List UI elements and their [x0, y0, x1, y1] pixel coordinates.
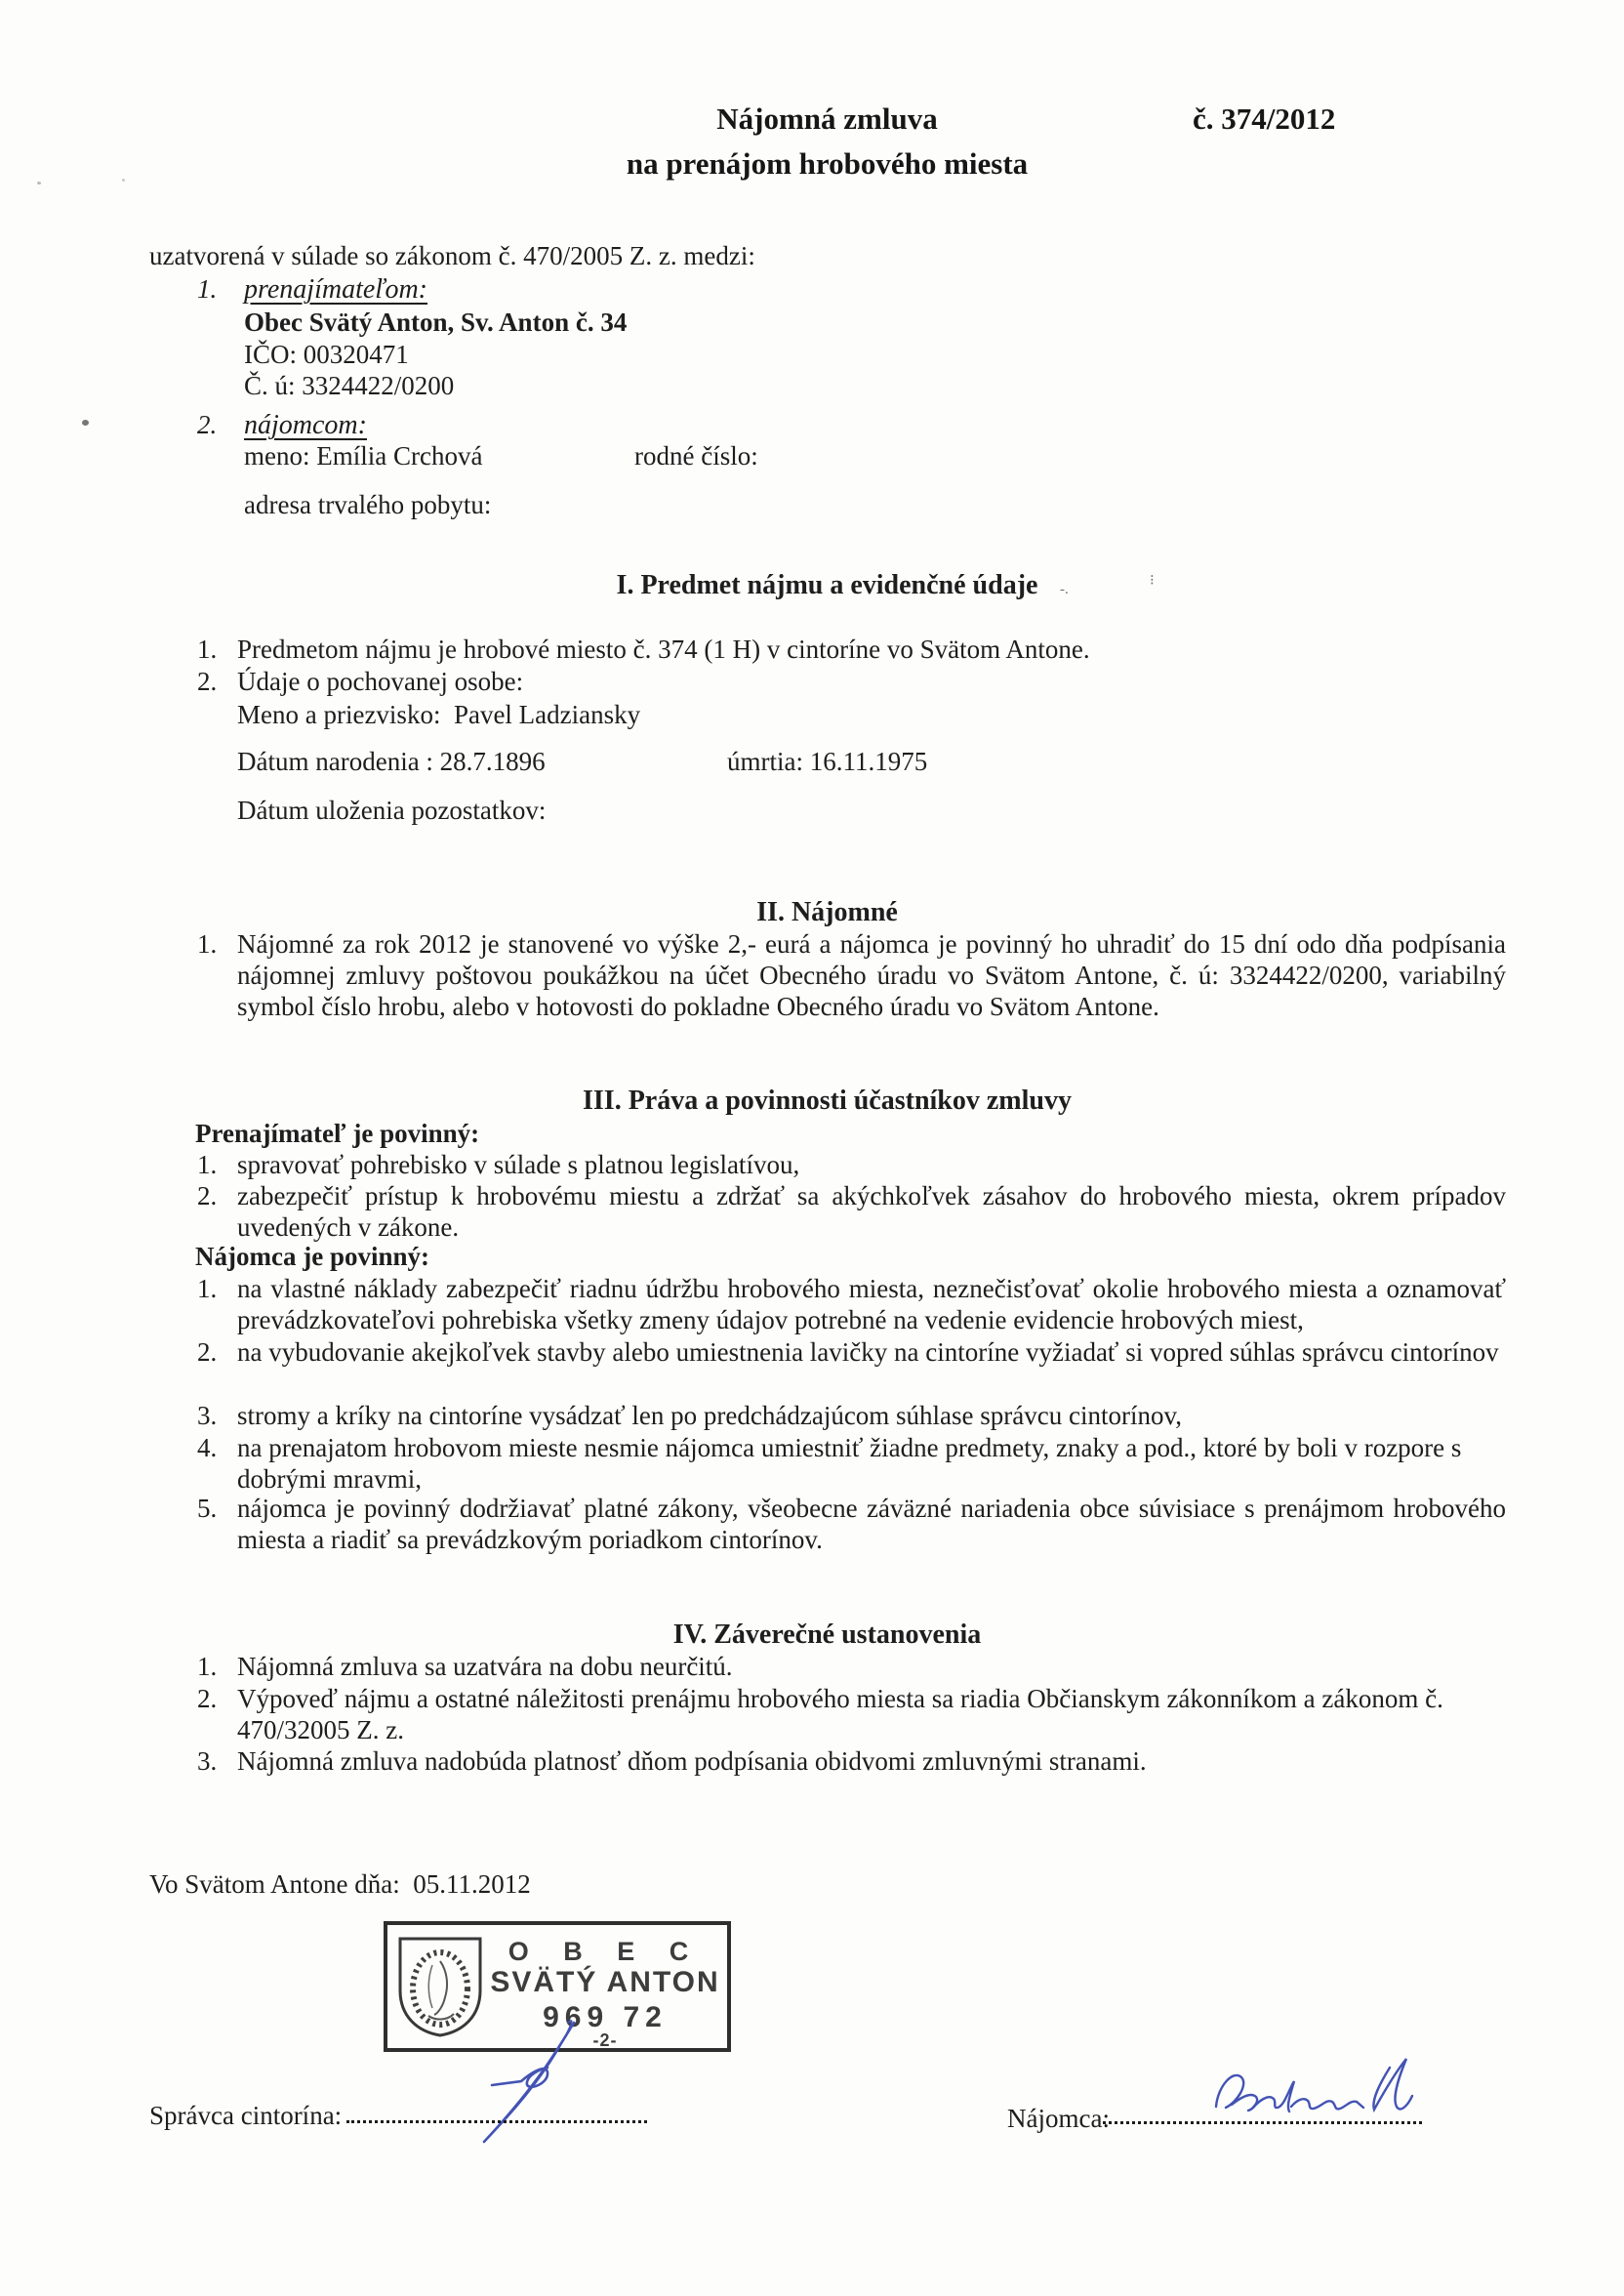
tenant-duty-2	[0, 1336, 1624, 1368]
final-provision-3	[0, 1745, 1624, 1777]
section3-heading: III. Práva a povinnosti účastníkov zmluvy	[583, 1086, 1072, 1116]
landlord-account: Č. ú: 3324422/0200	[244, 371, 455, 400]
scan-artifact	[37, 182, 41, 184]
party1-title: prenajímateľom:	[244, 274, 428, 305]
item-text: stromy a kríky na cintoríne vysádzať len po predchádzajúcom súhlase správcu cintorínov,	[237, 1401, 1182, 1430]
item-number: 2.	[197, 1337, 218, 1367]
contract-number: č. 374/2012	[1193, 102, 1336, 136]
final-provision-1	[0, 1651, 1624, 1682]
item-number: 2.	[197, 667, 218, 696]
item-text: Údaje o pochovanej osobe:	[237, 667, 524, 696]
document-title-line2: na prenájom hrobového miesta	[626, 146, 1029, 181]
item-text: na prenajatom hrobovom mieste nesmie nájomca umiestniť žiadne predmety, znaky a pod., ktoré by boli v rozpore s dobrými mravmi,	[237, 1433, 1462, 1494]
item-text: spravovať pohrebisko v súlade s platnou legislatívou,	[237, 1150, 800, 1179]
party1-row	[0, 273, 1624, 306]
landlord-duty-2	[0, 1180, 1624, 1243]
birth-date: Dátum narodenia : 28.7.1896	[237, 747, 546, 776]
item-number: 1.	[197, 635, 218, 664]
item-number: 1.	[197, 929, 218, 959]
place-date-line: Vo Svätom Antone dňa: 05.11.2012	[149, 1869, 531, 1899]
stamp-line-svaty-anton: SVÄTÝ ANTON	[490, 1966, 720, 1998]
cemetery-admin-label: Správca cintorína:	[149, 2101, 343, 2130]
section1-item1	[0, 634, 1624, 665]
tenant-duty-5	[0, 1493, 1624, 1555]
item-text: Nájomná zmluva sa uzatvára na dobu neurčitú.	[237, 1652, 733, 1681]
final-provision-2	[0, 1683, 1624, 1745]
scan-artifact	[82, 420, 89, 426]
tenant-signature	[1198, 2048, 1429, 2130]
party1-number: 1.	[197, 274, 218, 304]
tenant-address-label: adresa trvalého pobytu:	[244, 490, 492, 519]
tenant-signature-line	[1103, 2121, 1422, 2124]
item-text: Predmetom nájmu je hrobové miesto č. 374 (1 H) v cintoríne vo Svätom Antone.	[237, 635, 1090, 664]
item-number: 4.	[197, 1433, 218, 1462]
tenant-label: Nájomca:	[1007, 2104, 1110, 2133]
tenant-birth-number-label: rodné číslo:	[634, 441, 758, 471]
item-text: nájomca je povinný dodržiavať platné zákony, všeobecne záväzné nariadenia obce súvisiace s prenájmom hrobového miesta a riadiť sa prevádzkovým poriadkom cintorínov.	[237, 1494, 1506, 1554]
section1-heading: I. Predmet nájmu a evidenčné údaje	[616, 570, 1038, 600]
item-text: Nájomné za rok 2012 je stanovené vo výške 2,- eurá a nájomca je povinný ho uhradiť do 15 dní odo dňa podpísania nájomnej zmluvy poštovou poukážkou na účet Obecného úradu vo Svätom Antone, č. ú: 3324422/0200, variabilný symbol číslo hrobu, alebo v hotovosti do pokladne Obecného úradu vo Svätom Antone.	[237, 929, 1506, 1021]
item-text: zabezpečiť prístup k hrobovému miestu a zdržať sa akýchkoľvek zásahov do hrobového miesta, okrem prípadov uvedených v zákone.	[237, 1181, 1506, 1242]
intro-clause: uzatvorená v súlade so zákonom č. 470/2005 Z. z. medzi:	[149, 241, 755, 270]
item-number: 2.	[197, 1181, 218, 1210]
deceased-name-line: Meno a priezvisko: Pavel Ladziansky	[237, 700, 641, 729]
tenant-duty-4	[0, 1432, 1624, 1495]
item-number: 2.	[197, 1684, 218, 1713]
death-date: úmrtia: 16.11.1975	[727, 747, 928, 776]
section2-heading: II. Nájomné	[756, 897, 898, 927]
item-text: na vybudovanie akejkoľvek stavby alebo umiestnenia lavičky na cintoríne vyžiadať si vopred súhlas správcu cintorínov	[237, 1337, 1499, 1367]
landlord-name: Obec Svätý Anton, Sv. Anton č. 34	[244, 308, 628, 337]
stamp-line-obec: O B E C	[508, 1937, 703, 1966]
scan-artifact: ⁝	[1150, 573, 1155, 589]
item-number: 3.	[197, 1746, 218, 1776]
cemetery-admin-signature-line	[346, 2120, 647, 2123]
item-number: 1.	[197, 1274, 218, 1303]
tenant-duty-3	[0, 1400, 1624, 1431]
section4-heading: IV. Záverečné ustanovenia	[672, 1620, 982, 1650]
landlord-ico: IČO: 00320471	[244, 340, 409, 369]
section1-item2	[0, 666, 1624, 697]
item-number: 5.	[197, 1494, 218, 1523]
item-text: Výpoveď nájmu a ostatné náležitosti prenájmu hrobového miesta sa riadia Občianskym zákonníkom a zákonom č. 470/32005 Z. z.	[237, 1684, 1443, 1744]
tenant-duties-subheading: Nájomca je povinný:	[195, 1242, 429, 1271]
landlord-duties-subheading: Prenajímateľ je povinný:	[195, 1119, 480, 1148]
party2-title: nájomcom:	[244, 410, 367, 440]
stamp-line-2: -2-	[592, 2030, 618, 2050]
stamp-line-psc: 969 72	[543, 2001, 668, 2033]
item-number: 3.	[197, 1401, 218, 1430]
item-number: 1.	[197, 1150, 218, 1179]
scan-artifact: -.	[1060, 582, 1069, 597]
item-text: na vlastné náklady zabezpečiť riadnu údržbu hrobového miesta, neznečisťovať okolie hrobového miesta a oznamovať prevádzkovateľovi pohrebiska všetky zmeny údajov potrebné na vedenie evidencie hrobových miest,	[237, 1274, 1506, 1334]
scan-artifact	[122, 179, 125, 182]
cemetery-admin-signature	[449, 2001, 595, 2157]
tenant-name: meno: Emília Crchová	[244, 441, 483, 471]
burial-date-label: Dátum uloženia pozostatkov:	[237, 796, 547, 825]
party2-row	[0, 409, 1624, 441]
tenant-duty-1	[0, 1273, 1624, 1335]
landlord-duty-1	[0, 1149, 1624, 1180]
document-title-line1: Nájomná zmluva	[716, 102, 938, 136]
item-number: 1.	[197, 1652, 218, 1681]
section2-item1	[0, 928, 1624, 1022]
item-text: Nájomná zmluva nadobúda platnosť dňom podpísania obidvomi zmluvnými stranami.	[237, 1746, 1147, 1776]
party2-number: 2.	[197, 410, 218, 439]
